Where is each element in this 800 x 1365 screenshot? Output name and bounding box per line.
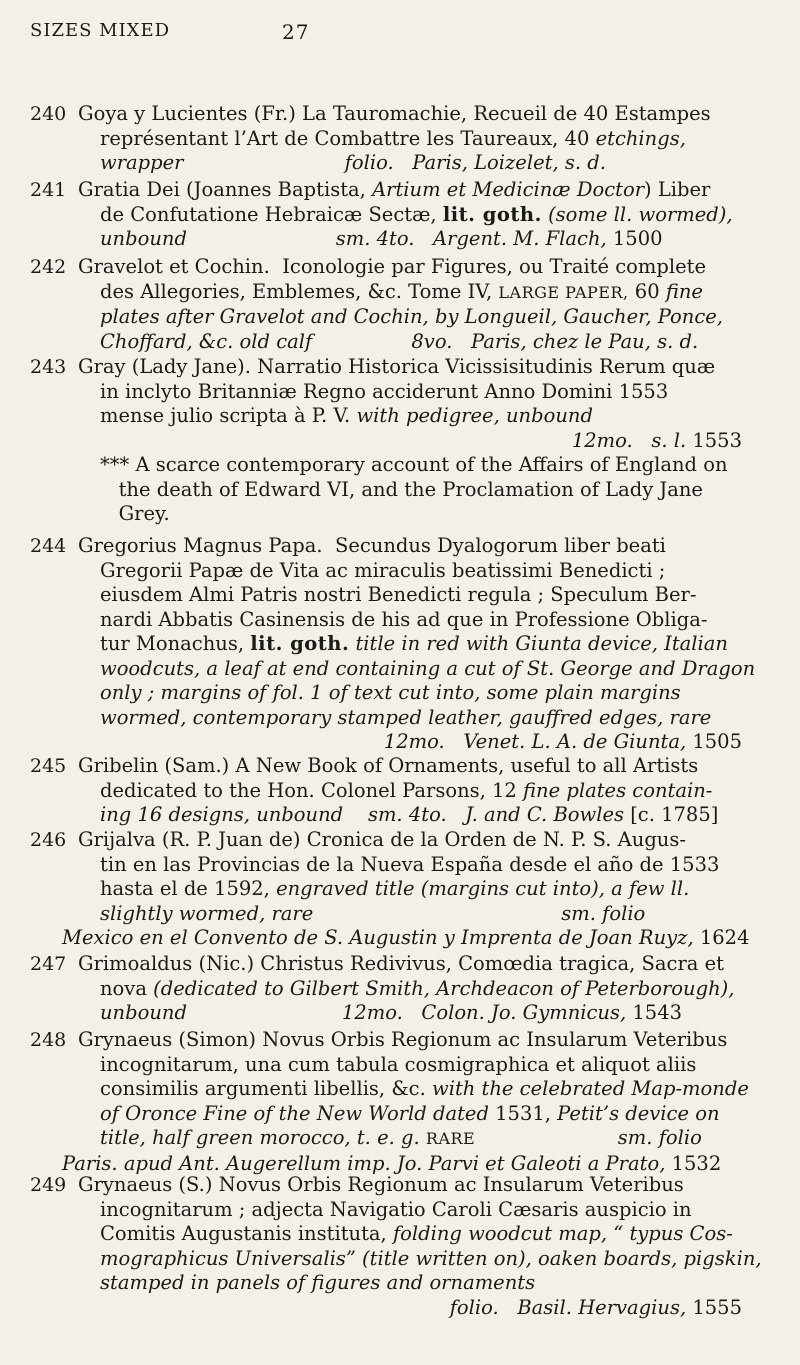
italic-segment: slightly wormed, rare [100,901,314,925]
italic-segment: Mexico en el Convento de S. Augustin y Imprenta de Joan Ruyz, [62,926,694,949]
entry-line [78,559,742,584]
entry-number: 246 [30,829,67,851]
entry-description [78,952,742,1026]
italic-segment: (dedicated to Gilbert Smith, Archdeacon of Peterborough), [153,976,735,1000]
entry-line [78,355,742,380]
text-segment [343,803,368,826]
text-segment: Gregorii Papæ de Vita ac miraculis beatissimi Benedicti ; [100,558,666,582]
italic-segment: sm. 4to. J. and C. Bowles [367,803,624,826]
italic-segment: title, half green morocco, t. e. g. [100,1126,420,1149]
entry-line [78,828,742,853]
blackletter-segment: lit. goth. [250,632,350,655]
text-segment: incognitarum ; adjecta Navigatio Caroli Cæsaris auspicio in [100,1197,692,1221]
text-segment: consimilis argumenti libellis, &c. [100,1077,433,1100]
text-segment: Gribelin (Sam.) A New Book of Ornaments, useful to all Artists [78,754,699,777]
entry-number: 249 [30,1174,67,1196]
italic-segment: folding woodcut map, “ typus Cos- [392,1222,733,1245]
italic-segment: sm. 4to. Argent. M. Flach, [335,227,607,250]
entry-description [78,102,742,176]
text-segment [187,227,336,250]
text-segment: représentant l’Art de Combattre les Taureaux, 40 [100,126,596,150]
entry-line [78,127,742,152]
text-segment: Grynaeus (Simon) Novus Orbis Regionum ac Insularum Veteribus [78,1028,728,1051]
italic-segment: woodcuts, a leaf at end containing a cut of St. George and Dragon [100,656,756,680]
entry-line [78,1028,742,1053]
entry-line [78,151,742,176]
text-segment [187,1001,342,1024]
entry-description [62,828,750,951]
italic-segment: plates after Gravelot and Cochin, by Longueil, Gaucher, Ponce, [100,305,724,328]
italic-segment: with pedigree, unbound [356,404,593,427]
entry-line [78,429,742,454]
page-header [30,20,730,50]
entry-description [62,1028,749,1176]
italic-segment: with the celebrated Map-monde [432,1077,749,1100]
text-segment: mense julio scripta à P. V. [100,404,357,427]
text-segment [183,151,344,174]
entry-line [78,1001,742,1026]
text-segment: 1624 [693,926,750,949]
text-segment: de Confutatione Hebraicæ Sectæ, [100,202,443,226]
smallcaps-segment: LARGE PAPER, [498,282,629,302]
text-segment: 1505 [686,730,742,753]
italic-segment: ing 16 designs, unbound [100,803,344,826]
entry-line [78,478,742,503]
text-segment: 1553 [686,428,742,452]
text-segment: 1531, [488,1101,558,1125]
entry-line [78,380,742,405]
entry-line [78,952,742,977]
entry-number: 241 [30,179,67,201]
italic-segment: sm. folio [561,901,646,925]
blackletter-segment: lit. goth. [442,202,542,226]
italic-segment: 12mo. Venet. L. A. de Giunta, [383,730,687,753]
text-segment: incognitarum, una cum tabula cosmigraphica et aliquot aliis [100,1052,697,1076]
italic-segment: only ; margins of fol. 1 of text cut into, some plain margins [100,681,681,704]
entry-line [78,608,742,633]
text-segment: Gregorius Magnus Papa. Secundus Dyalogorum liber beati [78,534,666,557]
entry-line [78,877,742,902]
entry-line [78,754,742,779]
entry-description [78,754,742,828]
italic-segment: stamped in panels of figures and ornaments [100,1271,536,1294]
text-segment: Grey. [100,502,170,525]
entry-line [78,203,742,228]
text-segment: Gratia Dei (Joannes Baptista, [78,178,373,201]
text-segment: Goya y Lucientes (Fr.) La Tauromachie, Recueil de 40 Estampes [78,102,711,125]
entry-line [78,1222,742,1247]
text-segment: *** A scarce contemporary account of the Affairs of England on [100,453,728,476]
entry-line [78,1077,749,1102]
entry-description [78,355,742,527]
text-segment: nardi Abbatis Casinensis de his ad que in Professione Obliga- [100,607,708,631]
text-segment: 60 [628,279,666,303]
entry-line [78,1246,762,1272]
italic-segment: wrapper [100,151,184,174]
entry-number: 245 [30,755,67,777]
italic-segment: title in red with Giunta device, Italian [355,632,728,655]
italic-segment: 12mo. Colon. Jo. Gymnicus, [341,1001,627,1024]
italic-segment: folio. Paris, Loizelet, s. d. [344,151,606,174]
text-segment: Grimoaldus (Nic.) Christus Redivivus, Comœdia tragica, Sacra et [78,952,724,975]
entry-line [78,102,742,127]
page-number: 27 [282,20,310,44]
text-segment: [c. 1785] [624,803,719,826]
text-segment: Comitis Augustanis instituta, [100,1222,393,1245]
italic-segment: 8vo. Paris, chez le Pau, s. d. [411,329,699,353]
entry-line [62,926,750,951]
text-segment: ) Liber [644,178,711,201]
italic-segment: 12mo. s. l. [571,428,687,452]
text-segment: Gravelot et Cochin. Iconologie par Figures, ou Traité complete [78,255,707,278]
entry-line [78,656,756,682]
italic-segment: mographicus Universalis” (title written on), oaken boards, pigskin, [100,1246,762,1270]
entry-line [78,706,742,731]
entry-line [78,779,742,804]
entry-line [78,178,742,203]
entry-line [78,1271,742,1296]
entry-description [78,534,756,755]
italic-segment: of Oronce Fine of the New World dated [100,1101,489,1125]
entry-line [78,330,742,355]
entry-line [78,632,742,657]
text-segment: des Allegories, Emblemes, &c. Tome IV, [100,279,499,303]
text-segment: in inclyto Britanniæ Regno acciderunt Anno Domini 1553 [100,379,669,403]
text-segment: Gray (Lady Jane). Narratio Historica Vicissisitudinis Rerum quæ [78,355,716,378]
entry-line [78,453,742,478]
smallcaps-segment: RARE [425,1129,476,1148]
text-segment [313,902,561,925]
entry-number: 248 [30,1029,67,1051]
italic-segment: folio. Basil. Hervagius, [449,1295,687,1319]
entry-description [78,178,742,252]
italic-segment: (some ll. wormed), [548,202,733,226]
entry-line [78,1198,742,1223]
text-segment: dedicated to the Hon. Colonel Parsons, 12 [100,778,524,802]
italic-segment: etchings, [595,126,686,150]
entry-line [78,227,742,252]
text-segment: Grijalva (R. P. Juan de) Cronica de la Orden de N. P. S. Augus- [78,828,686,851]
text-segment: 1555 [686,1295,742,1319]
text-segment: 1500 [606,227,663,250]
entry-line [78,681,742,706]
text-segment: tin en las Provincias de la Nueva España desde el año de 1533 [100,852,720,876]
entry-line [78,1126,742,1152]
text-segment: hasta el de 1592, [100,877,277,900]
text-segment [475,1126,618,1149]
entry-line [78,255,742,280]
text-segment: 1532 [665,1151,722,1175]
italic-segment: fine plates contain- [523,778,713,802]
entry-description [78,255,742,354]
text-segment: tur Monachus, [100,632,251,655]
entry-line [78,853,742,878]
text-segment: 1543 [626,1001,683,1024]
italic-segment: fine [665,279,703,303]
italic-segment: sm. folio [617,1126,702,1149]
entry-number: 247 [30,953,67,975]
entry-number: 243 [30,356,67,378]
entry-line [78,902,742,927]
entry-line [78,1053,742,1078]
text-segment: nova [100,976,154,1000]
entry-line [78,404,742,429]
italic-segment: engraved title (margins cut into), a few ll. [276,877,690,900]
entry-line [78,280,742,306]
entry-line [78,583,742,608]
entry-line [78,1173,742,1198]
entry-line [78,534,742,559]
italic-segment: wormed, contemporary stamped leather, gauffred edges, rare [100,705,712,729]
entry-line [78,502,742,527]
entry-line [78,1296,742,1321]
section-title: SIZES MIXED [30,20,171,41]
entry-number: 244 [30,535,67,557]
italic-segment: Choffard, &c. old calf [100,329,313,353]
text-segment [312,330,411,353]
entry-line [78,305,742,330]
entry-line [78,803,742,828]
italic-segment: Petit’s device on [557,1101,720,1125]
entry-number: 242 [30,256,67,278]
text-segment: the death of Edward VI, and the Proclamation of Lady Jane [100,477,703,501]
italic-segment: unbound [100,1001,187,1024]
entry-line [78,1102,742,1127]
entry-number: 240 [30,103,67,125]
text-segment: Grynaeus (S.) Novus Orbis Regionum ac Insularum Veteribus [78,1173,684,1196]
italic-segment: Artium et Medicinæ Doctor [372,178,645,201]
italic-segment: Paris. apud Ant. Augerellum imp. Jo. Parvi et Galeoti a Prato, [62,1151,666,1175]
entry-line [78,730,742,755]
italic-segment: unbound [100,227,187,250]
entry-line [78,977,742,1002]
entry-description [78,1173,762,1320]
text-segment: eiusdem Almi Patris nostri Benedicti regula ; Speculum Ber- [100,583,697,606]
